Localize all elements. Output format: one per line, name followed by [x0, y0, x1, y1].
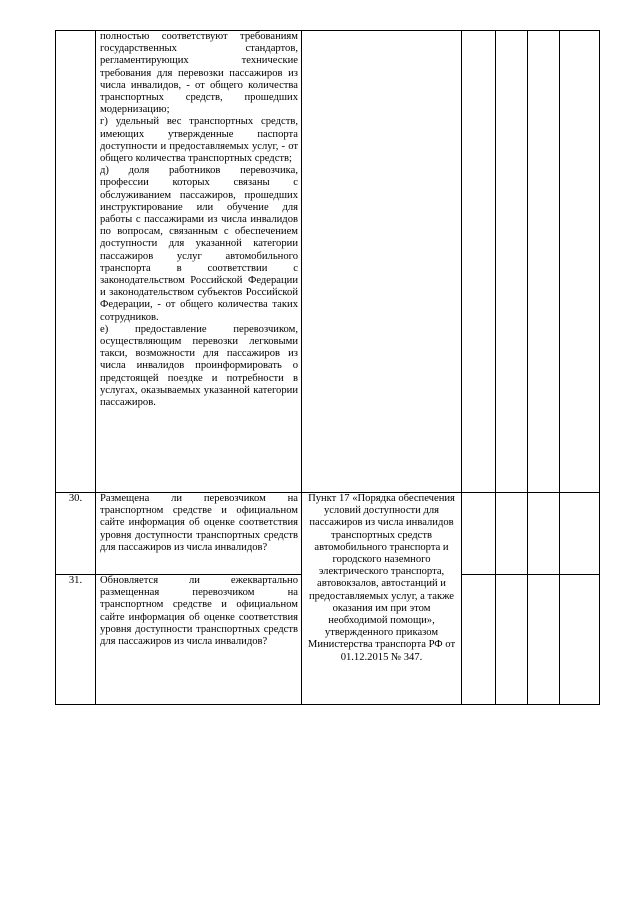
answer-cell: [560, 31, 600, 493]
answer-cell: [560, 493, 600, 575]
question-text: Размещена ли перевозчиком на транспортном средстве и официальном сайте информация об оценке соответствия уровня доступности транспортных средств для пассажиров из числа инвалидов?: [100, 493, 298, 553]
question-31: [96, 575, 302, 705]
row-number: 30.: [56, 493, 96, 575]
answer-cell: [560, 575, 600, 705]
answer-cell: [462, 575, 496, 705]
question-30: [96, 493, 302, 575]
paragraph: полностью соответствуют требованиям государственных стандартов, регламентирующих технические требования для перевозки пассажиров из числа инвалидов, - от общего количества транспортных средств, прошедших модернизацию;: [100, 31, 298, 116]
question-text: Обновляется ли ежеквартально размещенная перевозчиком на транспортном средстве и официальном сайте информация об оценке соответствия уровня доступности транспортных средств для пассажиров из числа инвалидов?: [100, 575, 298, 648]
table-row-continuation: [56, 31, 600, 493]
reference-cell-empty: [302, 31, 462, 493]
answer-cell: [496, 31, 528, 493]
paragraph: г) удельный вес транспортных средств, имеющих утвержденные паспорта доступности и предоставляемых услуг, - от общего количества транспортных средств;: [100, 116, 298, 165]
answer-cell: [496, 575, 528, 705]
paragraph: д) доля работников перевозчика, профессии которых связаны с обслуживанием пассажиров, прошедших инструктирование или обучение для работы с пассажирами из числа инвалидов по вопросам, связанным с обеспечением доступности для указанной категории пассажиров услуг автомобильного транспорта в соответствии с законодательством Российской Федерации и законодательством субъектов Российской Федерации, - от общего количества таких сотрудников.: [100, 165, 298, 323]
answer-cell: [528, 575, 560, 705]
answer-cell: [462, 31, 496, 493]
answer-cell: [528, 493, 560, 575]
answer-cell: [528, 31, 560, 493]
checklist-table: [55, 30, 600, 705]
row-number: 31.: [56, 575, 96, 705]
answer-cell: [462, 493, 496, 575]
legal-reference: Пункт 17 «Порядка обеспечения условий доступности для пассажиров из числа инвалидов транспортных средств автомобильного транспорта и городского наземного электрического транспорта, автовокзалов, автостанций и предоставляемых услуг, а также оказания им при этом необходимой помощи», утвержденного приказом Министерства транспорта РФ от 01.12.2015 № 347.: [302, 493, 462, 705]
question-continuation: [96, 31, 302, 493]
row-number: [56, 31, 96, 493]
table-row-30: [56, 493, 600, 575]
answer-cell: [496, 493, 528, 575]
paragraph: е) предоставление перевозчиком, осуществляющим перевозки легковыми такси, возможности для пассажиров из числа инвалидов проинформировать о предстоящей поездке и потребности в услугах, оказываемых указанной категории пассажиров.: [100, 323, 298, 409]
